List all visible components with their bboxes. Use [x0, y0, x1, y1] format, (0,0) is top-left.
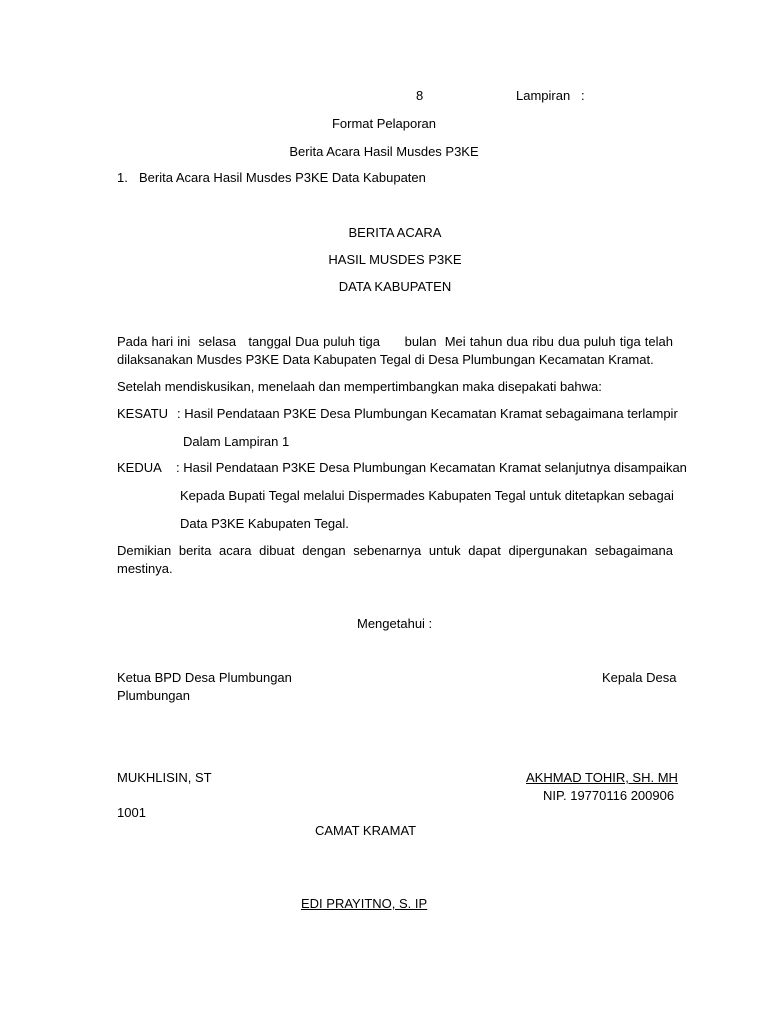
kepala-desa-title-continuation: Plumbungan — [117, 688, 190, 703]
document-subtitle: Berita Acara Hasil Musdes P3KE — [289, 144, 479, 159]
kepala-desa-name: AKHMAD TOHIR, SH. MH — [526, 770, 678, 785]
kepala-desa-title: Kepala Desa — [602, 670, 677, 685]
kedua-text: : Hasil Pendataan P3KE Desa Plumbungan Kecamatan Kramat selanjutnya disampaikan — [176, 460, 687, 475]
closing-paragraph: Demikian berita acara dibuat dengan sebenarnya untuk dapat dipergunakan sebagaimana mestinya. — [117, 543, 673, 576]
mengetahui-label: Mengetahui : — [357, 616, 433, 631]
kesatu-text: : Hasil Pendataan P3KE Desa Plumbungan Kecamatan Kramat sebagaimana terlampir — [177, 406, 678, 421]
agreement-statement: Setelah mendiskusikan, menelaah dan mempertimbangkan maka disepakati bahwa: — [117, 379, 602, 394]
ketua-bpd-title: Ketua BPD Desa Plumbungan — [117, 670, 292, 685]
kesatu-label: KESATU — [117, 406, 169, 421]
title-berita-acara: BERITA ACARA — [348, 225, 442, 240]
kesatu-continuation: Dalam Lampiran 1 — [183, 434, 290, 449]
kedua-continuation-2: Data P3KE Kabupaten Tegal. — [180, 516, 349, 531]
kedua-label: KEDUA — [117, 460, 162, 475]
format-title: Format Pelaporan — [331, 116, 437, 131]
ketua-bpd-name: MUKHLISIN, ST — [117, 770, 212, 785]
page-number: 8 — [416, 88, 424, 103]
camat-name: EDI PRAYITNO, S. IP — [301, 896, 428, 911]
nip-continuation: 1001 — [117, 805, 146, 820]
list-number: 1. — [117, 170, 128, 185]
list-item-text: Berita Acara Hasil Musdes P3KE Data Kabupaten — [139, 170, 426, 185]
opening-paragraph: Pada hari ini selasa tanggal Dua puluh tiga bulan Mei tahun dua ribu dua puluh tiga telah dilaksanakan Musdes P3KE Data Kabupaten Tegal di Desa Plumbungan Kecamatan Kramat. — [117, 334, 677, 367]
lampiran-label: Lampiran : — [516, 88, 585, 103]
title-data-kabupaten: DATA KABUPATEN — [338, 279, 452, 294]
kepala-desa-nip: NIP. 19770116 200906 — [543, 788, 675, 803]
camat-title: CAMAT KRAMAT — [315, 823, 417, 838]
kedua-continuation-1: Kepada Bupati Tegal melalui Dispermades Kabupaten Tegal untuk ditetapkan sebagai — [180, 488, 674, 503]
title-hasil-musdes: HASIL MUSDES P3KE — [328, 252, 462, 267]
